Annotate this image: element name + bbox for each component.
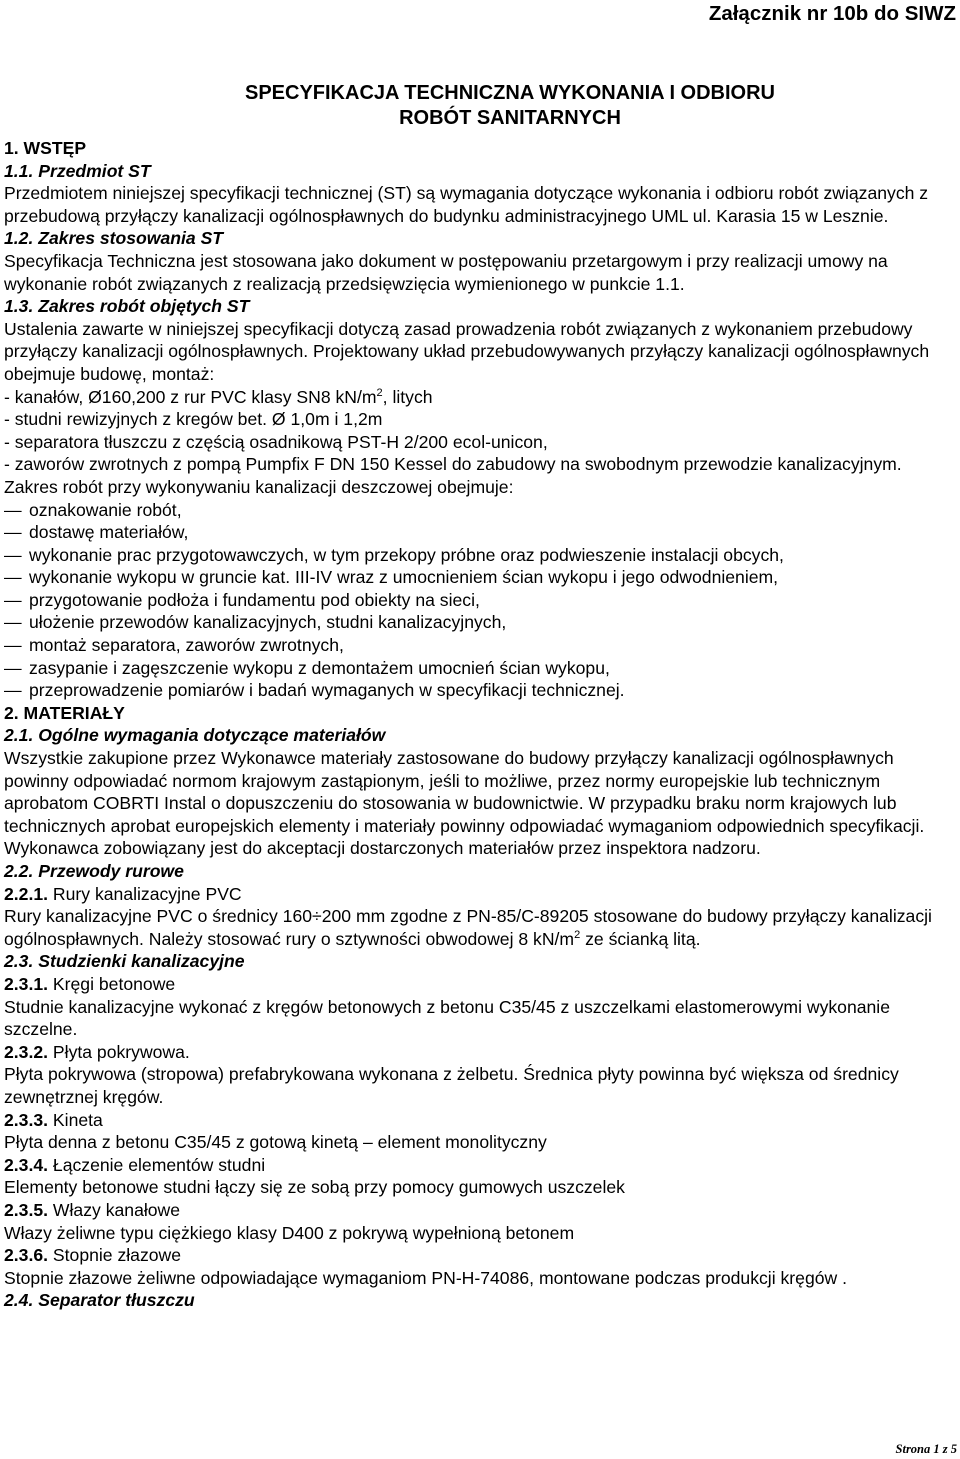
paragraph: Wszystkie zakupione przez Wykonawce materiały zastosowane do budowy przyłączy kanalizacji ogólnospławnych powinny odpowiadać normom krajowym zastąpionym, jeśli to możliwe, przez normy europejskie lub technicznym aprobatom COBRTI Instal o dopuszczeniu do stosowania w budownictwie. W przypadku braku norm krajowych lub technicznych aprobat europejskich elementy i materiały powinny odpowiadać wymaganiom odpowiednich specyfikacji. [4, 748, 925, 836]
paragraph: Włazy żeliwne typu ciężkiego klasy D400 z pokrywą wypełnioną betonem [4, 1222, 575, 1243]
divide-symbol: ÷ [312, 906, 322, 927]
title-line-1: SPECYFIKACJA TECHNICZNA WYKONANIA I ODBIORU [244, 82, 775, 104]
paragraph [4, 905, 954, 950]
paragraph: Płyta denna z betonu C35/45 z gotową kinetą – element monolityczny [4, 1132, 547, 1153]
subsection-title: Płyta pokrywowa. [48, 1041, 190, 1062]
subsection-title: Kręgi betonowe [48, 973, 176, 994]
paragraph: Płyta pokrywowa (stropowa) prefabrykowana wykonana z żelbetu. Średnica płyty powinna być większa od średnicy zewnętrznej kręgów. [4, 1064, 899, 1107]
paragraph: Ustalenia zawarte w niniejszej specyfikacji dotyczą zasad prowadzenia robót związanych z wykonaniem przebudowy przyłączy kanalizacji ogólnospławnych. Projektowany układ przebudowywanych przyłączy kanalizacji ogólnospławnych obejmuje budowę, montaż: [4, 318, 930, 384]
subsection-number: 2.3.1. [4, 973, 49, 994]
subsection-number: 1.1. [4, 160, 34, 181]
subsection-2-3-2-heading [4, 1041, 954, 1064]
scope-item: — dostawę materiałów, [4, 521, 954, 544]
paragraph: Specyfikacja Techniczna jest stosowana jako dokument w postępowaniu przetargowym i przy realizacji umowy na wykonanie robót związanych z realizacją przedsięwzięcia wymienionego w punkcie 1.1. [4, 250, 888, 294]
scope-item: — montaż separatora, zaworów zwrotnych, [4, 634, 954, 657]
paragraph: Przedmiotem niniejszej specyfikacji technicznej (ST) są wymagania dotyczące wykonania i odbioru robót związanych z przebudową przyłączy kanalizacji ogólnospławnych do budynku administracyjnego UML ul. Karasia 15 w Lesznie. [4, 183, 929, 226]
scope-item: — ułożenie przewodów kanalizacyjnych, studni kanalizacyjnych, [4, 611, 954, 634]
subsection-2-3-3-heading [4, 1109, 954, 1132]
subsection-number: 2.2.1. [4, 883, 49, 904]
scope-item: — przeprowadzenie pomiarów i badań wymaganych w specyfikacji technicznej. [4, 679, 954, 702]
line-text: , litych [382, 386, 433, 407]
subsection-number: 2.3.3. [4, 1109, 49, 1130]
scope-item: — zasypanie i zagęszczenie wykopu z demontażem umocnień ścian wykopu, [4, 657, 954, 680]
subsection-number: 2.3.4. [4, 1154, 49, 1175]
scope-item: — oznakowanie robót, [4, 499, 954, 522]
subsection-2-3-5-heading [4, 1199, 954, 1222]
paragraph: Studnie kanalizacyjne wykonać z kręgów betonowych z betonu C35/45 z uszczelkami elastomerowymi wykonanie szczelne. [4, 996, 890, 1040]
subsection-1-1-heading [4, 160, 954, 183]
subsection-number: 2.3.2. [4, 1041, 49, 1062]
scope-intro: Zakres robót przy wykonywaniu kanalizacji deszczowej obejmuje: [4, 476, 514, 497]
subsection-title: Stopnie złazowe [48, 1245, 182, 1266]
subsection-2-3-1-heading [4, 973, 954, 996]
materials-line: - zaworów zwrotnych z pompą Pumpfix F DN 150 Kessel do zabudowy na swobodnym przewodzie kanalizacyjnym. [4, 454, 902, 475]
title-line-2: ROBÓT SANITARNYCH [399, 107, 621, 129]
materials-line: - studni rewizyjnych z kregów bet. Ø 1,0m i 1,2m [4, 409, 383, 430]
subsection-1-2-heading [4, 227, 954, 250]
subsection-title: Zakres robót objętych ST [33, 296, 250, 317]
annex-label: Załącznik nr 10b do SIWZ [708, 2, 956, 25]
subsection-2-3-6-heading [4, 1244, 954, 1267]
subsection-2-4-heading: 2.4. Separator tłuszczu [4, 1290, 195, 1311]
page-number: Strona 1 z 5 [895, 1442, 957, 1456]
text-part: Rury kanalizacyjne PVC o średnicy 160 [4, 906, 313, 927]
subsection-2-3-4-heading [4, 1154, 954, 1177]
subsection-title: Łączenie elementów studni [48, 1154, 266, 1175]
subsection-2-2-heading: 2.2. Przewody rurowe [4, 861, 184, 881]
subsection-1-3-heading [4, 295, 954, 318]
superscript: 2 [574, 928, 581, 941]
subsection-title: Włazy kanałowe [48, 1199, 181, 1220]
subsection-title: Zakres stosowania ST [33, 228, 224, 249]
subsection-title: Kineta [48, 1109, 103, 1130]
subsection-number: 1.2. [4, 228, 34, 249]
document-body [4, 137, 954, 1312]
subsection-number: 2.3.6. [4, 1245, 49, 1266]
document-title [0, 81, 960, 131]
subsection-2-1-heading: 2.1. Ogólne wymagania dotyczące materiałów [4, 725, 386, 746]
materials-line [4, 386, 954, 409]
subsection-number: 2.3.5. [4, 1199, 49, 1220]
scope-item: — przygotowanie podłoża i fundamentu pod obiekty na sieci, [4, 589, 954, 612]
subsection-title: Przedmiot ST [33, 160, 151, 181]
materials-line: - separatora tłuszczu z częścią osadnikową PST-H 2/200 ecol-unicon, [4, 431, 548, 452]
subsection-2-3-heading: 2.3. Studzienki kanalizacyjne [4, 951, 245, 972]
subsection-title: Rury kanalizacyjne PVC [48, 883, 242, 904]
scope-item: — wykonanie prac przygotowawczych, w tym przekopy próbne oraz podwieszenie instalacji obcych, [4, 544, 954, 567]
paragraph: Stopnie złazowe żeliwne odpowiadające wymaganiom PN-H-74086, montowane podczas produkcji kręgów . [4, 1267, 847, 1288]
paragraph: Wykonawca zobowiązany jest do akceptacji dostarczonych materiałów przez inspektora nadzoru. [4, 838, 761, 859]
line-text: - kanałów, Ø160,200 z rur PVC klasy SN8 kN/m [4, 386, 377, 407]
scope-list [4, 499, 954, 702]
subsection-number: 1.3. [4, 296, 34, 317]
scope-item: — wykonanie wykopu w gruncie kat. III-IV wraz z umocnieniem ścian wykopu i jego odwodnieniem, [4, 566, 954, 589]
text-part: 200 mm zgodne z PN-85/C-89205 stosowane do budowy przyłączy kanalizacji ogólnospławnych. Należy stosować rury o sztywności obwodowej 8 kN/m [4, 906, 932, 949]
section-heading-2: 2. MATERIAŁY [4, 702, 125, 723]
subsection-2-2-1-heading [4, 883, 954, 906]
paragraph: Elementy betonowe studni łączy się ze sobą przy pomocy gumowych uszczelek [4, 1177, 625, 1198]
section-heading-1: 1. WSTĘP [4, 138, 87, 158]
text-part: ze ścianką litą. [580, 928, 701, 949]
superscript: 2 [376, 386, 383, 399]
